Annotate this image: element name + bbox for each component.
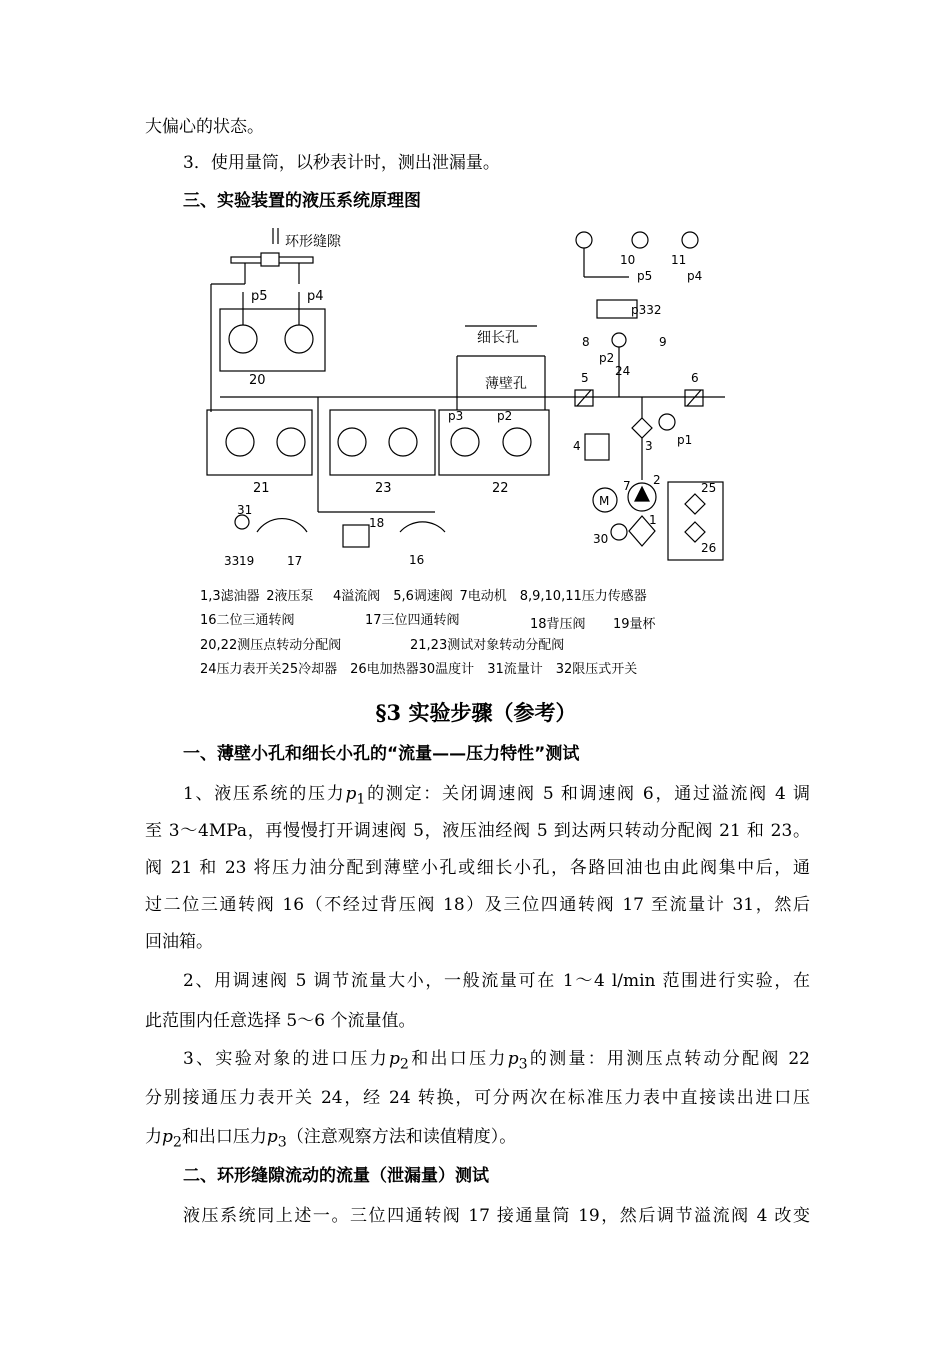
label-p332: p332 bbox=[631, 303, 662, 317]
paragraph-line bbox=[183, 783, 810, 810]
math-var: p bbox=[345, 784, 357, 804]
subsection-heading: 一、薄壁小孔和细长小孔的“流量——压力特性”测试 bbox=[183, 744, 580, 764]
math-sub: 3 bbox=[277, 1134, 287, 1151]
label-20: 20 bbox=[249, 373, 266, 388]
label-30: 30 bbox=[593, 532, 609, 546]
label-p5: p5 bbox=[637, 269, 653, 283]
label-7: 7 bbox=[623, 479, 631, 493]
label-2: 2 bbox=[653, 473, 661, 487]
label-26: 26 bbox=[701, 541, 717, 555]
text-span: 力 bbox=[145, 1127, 162, 1147]
legend-item: 31流量计 bbox=[487, 662, 543, 677]
math-var: p bbox=[507, 1049, 519, 1069]
paragraph-line: 阀 21 和 23 将压力油分配到薄壁小孔或细长小孔，各路回油也由此阀集中后，通 bbox=[145, 858, 810, 878]
legend-item: 26电加热器 bbox=[350, 662, 419, 677]
text-span: 1、液压系统的压力 bbox=[183, 784, 346, 804]
legend-row bbox=[200, 589, 647, 605]
paragraph-line: 回油箱。 bbox=[145, 932, 213, 952]
legend-item: 21,23测试对象转动分配阀 bbox=[410, 638, 565, 653]
math-sub: 3 bbox=[518, 1056, 528, 1073]
label-17: 17 bbox=[287, 554, 303, 568]
label-10: 10 bbox=[620, 253, 636, 267]
label-16: 16 bbox=[409, 553, 425, 567]
label-33: 33 bbox=[224, 554, 240, 568]
legend-row bbox=[200, 662, 637, 678]
label-18: 18 bbox=[369, 516, 385, 530]
label-5: 5 bbox=[581, 371, 589, 385]
text-span: 和出口压力 bbox=[181, 1127, 267, 1147]
section-title: §3 实验步骤（参考） bbox=[375, 700, 577, 725]
label-1: 1 bbox=[649, 513, 657, 527]
legend-item: 8,9,10,11压力传感器 bbox=[519, 589, 647, 604]
legend-item: 2液压泵 bbox=[266, 589, 314, 604]
label-25: 25 bbox=[701, 481, 717, 495]
text-span: （注意观察方法和读值精度）。 bbox=[286, 1127, 517, 1147]
paragraph-line: 分别接通压力表开关 24，经 24 转换，可分两次在标准压力表中直接读出进口压 bbox=[145, 1088, 810, 1108]
legend-item: 16二位三通转阀 bbox=[200, 613, 295, 628]
text-line: 3．使用量筒，以秒表计时，测出泄漏量。 bbox=[183, 153, 500, 173]
text-span: 的测量：用测压点转动分配阀 22 bbox=[527, 1049, 810, 1069]
text-line: 大偏心的状态。 bbox=[145, 117, 264, 137]
label-p2: p2 bbox=[497, 409, 513, 423]
legend-item: 20,22测压点转动分配阀 bbox=[200, 638, 342, 653]
math-sub: 2 bbox=[172, 1134, 182, 1151]
legend-item: 4溢流阀 bbox=[332, 589, 381, 604]
label-11: 11 bbox=[671, 253, 687, 267]
legend-item: 5,6调速阀 bbox=[393, 589, 453, 604]
math-var: p bbox=[266, 1127, 278, 1147]
legend-item: 32限压式开关 bbox=[555, 662, 638, 677]
math-sub: 2 bbox=[399, 1056, 409, 1073]
label-p4: p4 bbox=[687, 269, 703, 283]
math-var: p bbox=[162, 1127, 173, 1147]
text-span: 的测定：关闭调速阀 5 和调速阀 6，通过溢流阀 4 调 bbox=[365, 784, 810, 804]
label-8: 8 bbox=[582, 335, 590, 349]
label-p1: p1 bbox=[677, 433, 693, 447]
diagram-label: 细长孔 bbox=[477, 330, 519, 346]
legend-item: 18背压阀 bbox=[530, 617, 586, 632]
label-p2: p2 bbox=[599, 351, 615, 365]
paragraph-line bbox=[145, 1126, 810, 1153]
hydraulic-circuit-diagram bbox=[195, 222, 755, 582]
paragraph-line bbox=[183, 1048, 810, 1075]
paragraph-line: 2、用调速阀 5 调节流量大小，一般流量可在 1～4 l/min 范围进行实验，在 bbox=[183, 971, 810, 991]
label-p5: p5 bbox=[251, 289, 268, 304]
legend-item: 19量杯 bbox=[613, 617, 656, 632]
paragraph-line: 过二位三通转阀 16（不经过背压阀 18）及三位四通转阀 17 至流量计 31，然后 bbox=[145, 895, 810, 915]
text-span: 和出口压力 bbox=[408, 1049, 508, 1069]
diagram-label: 环形缝隙 bbox=[285, 234, 341, 250]
legend-item: 7电动机 bbox=[459, 589, 507, 604]
text-span: 3、实验对象的进口压力 bbox=[183, 1049, 390, 1069]
diagram-label: 薄壁孔 bbox=[485, 376, 527, 392]
label-3: 3 bbox=[645, 439, 653, 453]
label-22: 22 bbox=[492, 481, 509, 496]
label-p4: p4 bbox=[307, 289, 324, 304]
label-9: 9 bbox=[659, 335, 667, 349]
label-p3: p3 bbox=[448, 409, 464, 423]
label-21: 21 bbox=[253, 481, 270, 496]
label-23: 23 bbox=[375, 481, 392, 496]
legend-item: 30温度计 bbox=[418, 662, 475, 677]
paragraph-line: 至 3～4MPa，再慢慢打开调速阀 5，液压油经阀 5 到达两只转动分配阀 21 和 23。 bbox=[145, 821, 810, 841]
paragraph-line: 此范围内任意选择 5～6 个流量值。 bbox=[145, 1011, 416, 1031]
legend-item: 17三位四通转阀 bbox=[365, 613, 460, 628]
legend-item: 1,3滤油器 bbox=[200, 589, 260, 604]
paragraph-line: 液压系统同上述一。三位四通转阀 17 接通量筒 19，然后调节溢流阀 4 改变 bbox=[183, 1206, 810, 1226]
label-24: 24 bbox=[615, 364, 631, 378]
subsection-heading: 二、环形缝隙流动的流量（泄漏量）测试 bbox=[183, 1166, 489, 1186]
label-31: 31 bbox=[237, 503, 253, 517]
label-6: 6 bbox=[691, 371, 699, 385]
label-19: 19 bbox=[239, 554, 255, 568]
label-4: 4 bbox=[573, 439, 581, 453]
legend-item: 24压力表开关 bbox=[200, 662, 282, 677]
legend-item: 25冷却器 bbox=[281, 662, 338, 677]
label-M: M bbox=[599, 494, 610, 508]
math-sub: 1 bbox=[356, 791, 366, 808]
math-var: p bbox=[389, 1049, 400, 1069]
section-heading: 三、实验装置的液压系统原理图 bbox=[183, 191, 421, 211]
